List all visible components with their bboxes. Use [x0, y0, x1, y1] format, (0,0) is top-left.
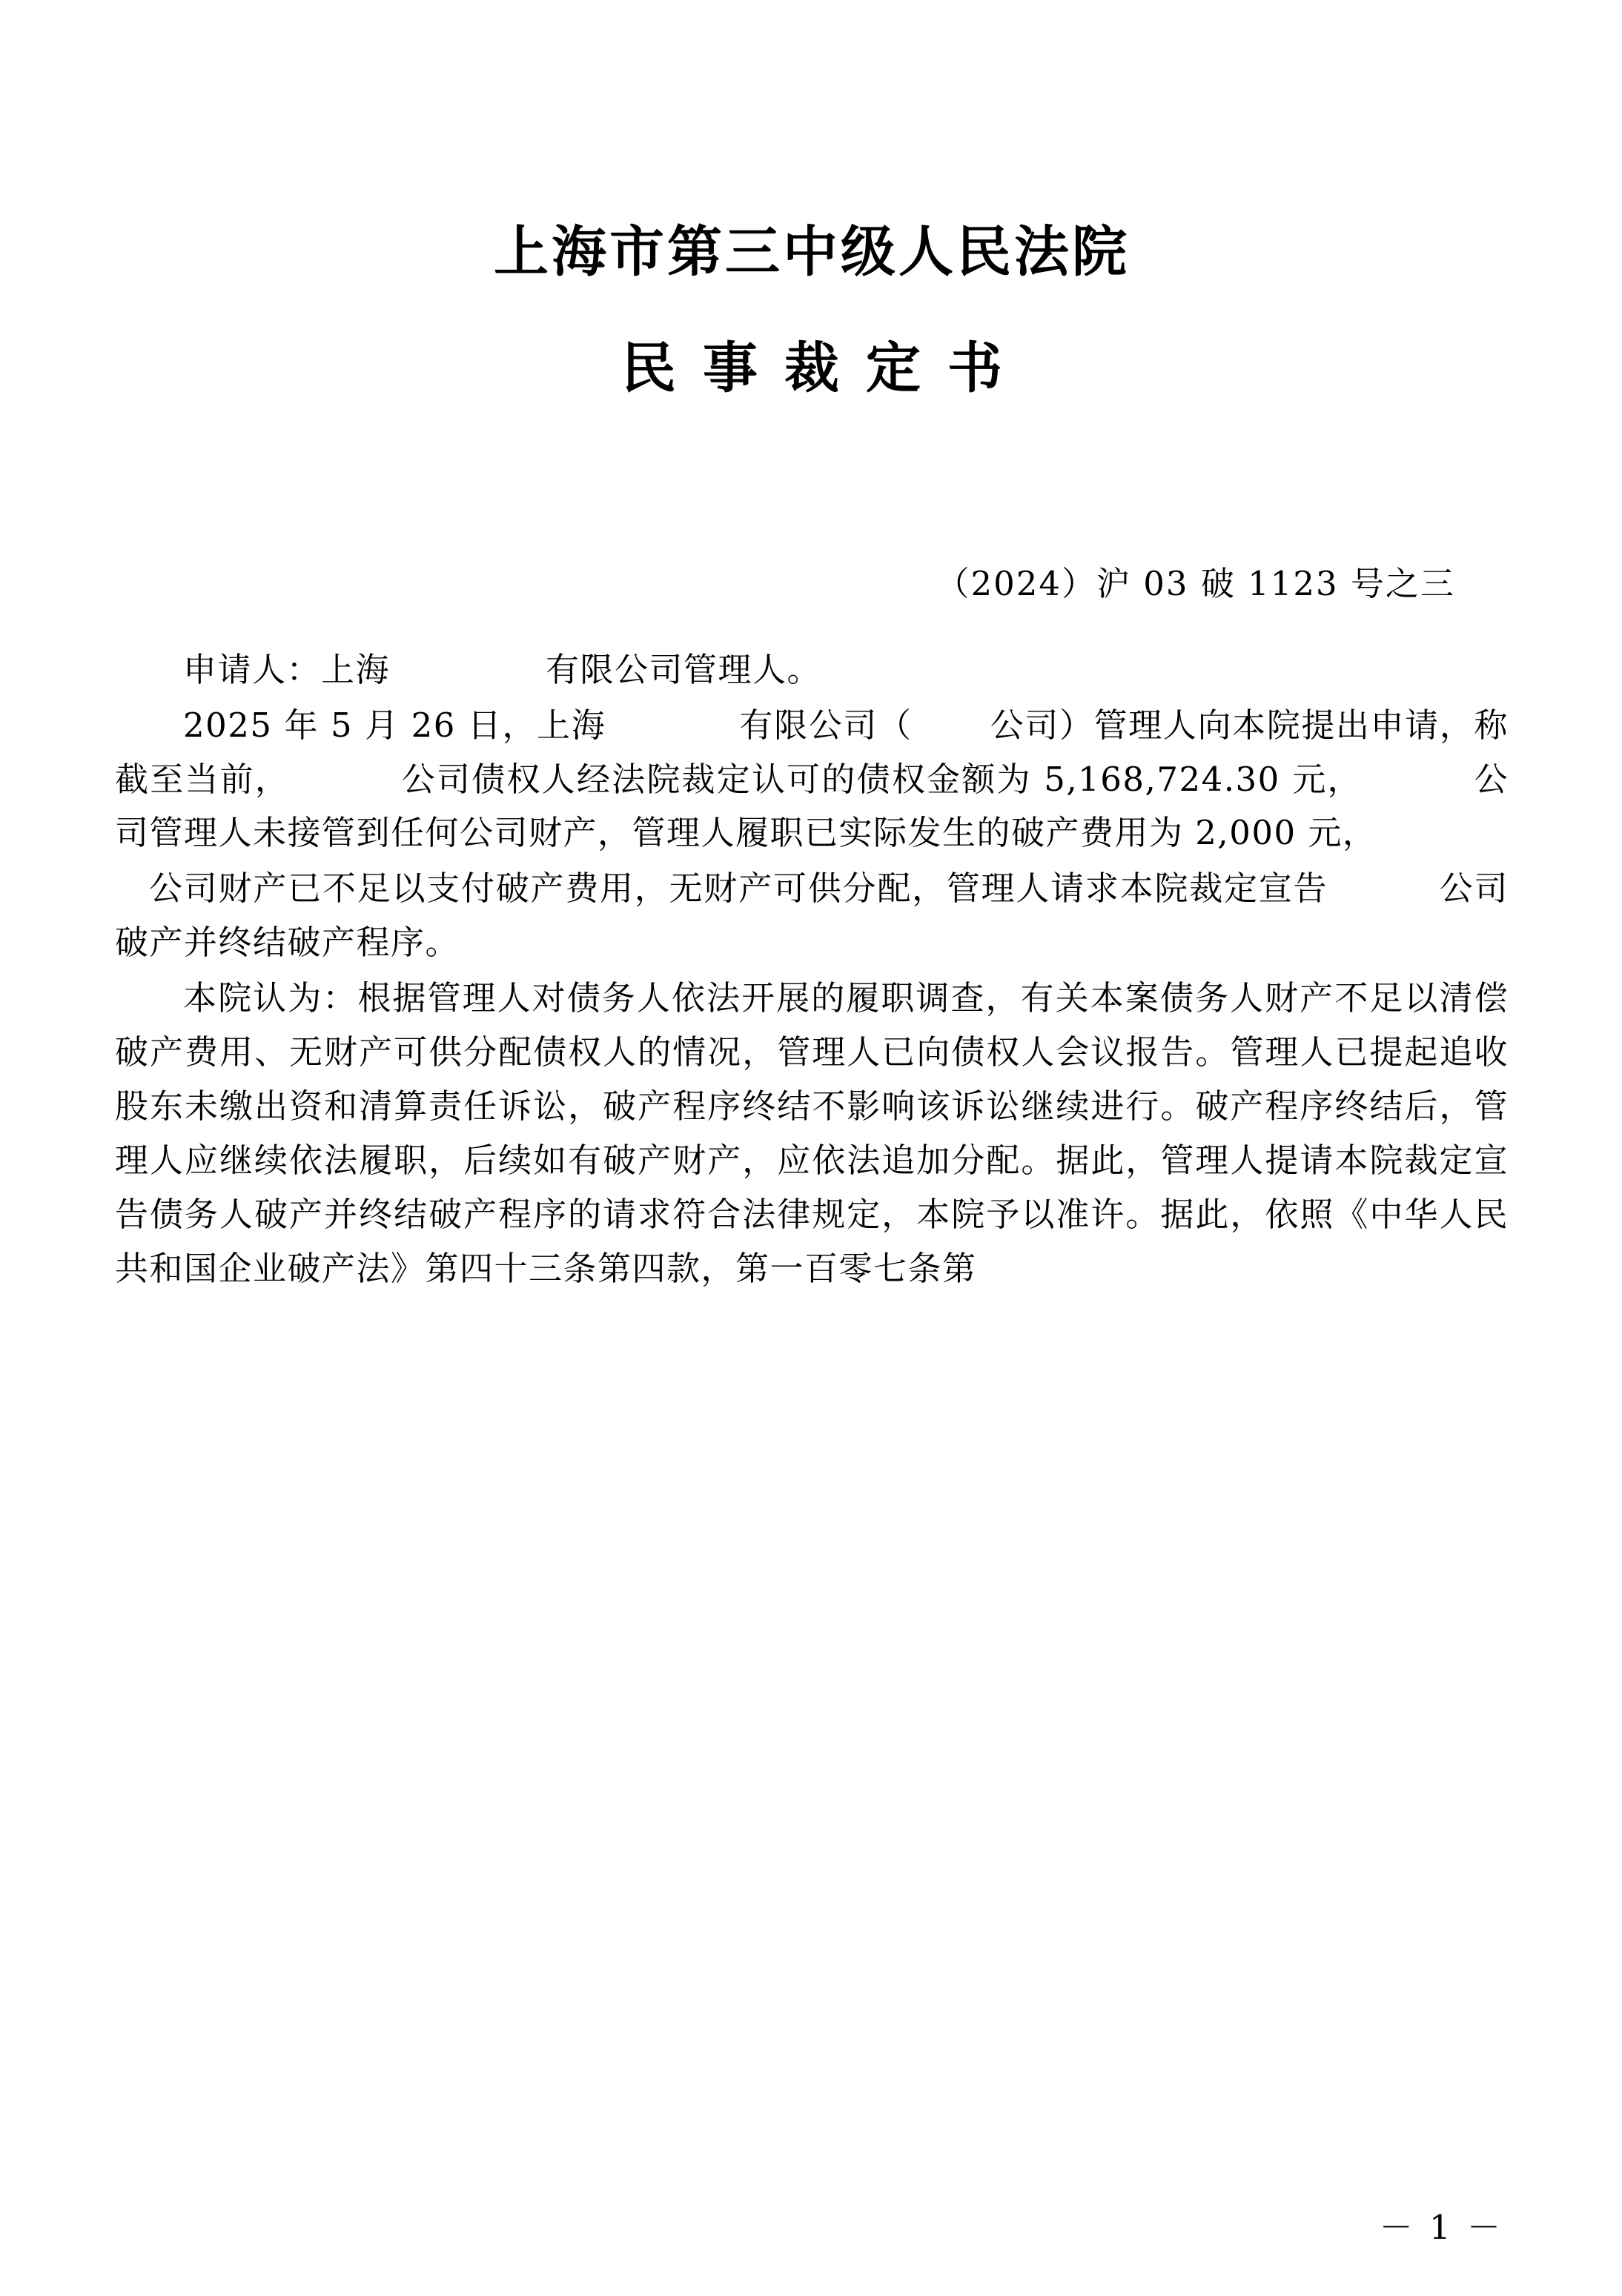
page-number: － 1 － [1379, 2208, 1503, 2247]
paragraph-application-details [115, 699, 1509, 861]
p2-part2: 有限公司（ [739, 705, 913, 745]
p3-part2: 公司破产并终结破产程序。 [115, 869, 1509, 963]
p2-part1: 2025 年 5 月 26 日，上海 [183, 705, 606, 745]
court-title: 上海市第三中级人民法院 [494, 220, 1130, 284]
document-type-title: 民事裁定书 [621, 336, 1029, 401]
case-number: （2024）沪 03 破 1123 号之三 [936, 563, 1455, 603]
paragraph-applicant [115, 643, 1509, 697]
paragraph-court-opinion: 本院认为：根据管理人对债务人依法开展的履职调查，有关本案债务人财产不足以清偿破产费用、无财产可供分配债权人的情况，管理人已向债权人会议报告。管理人已提起追收股东未缴出资和清算责任诉讼，破产程序终结不影响该诉讼继续进行。破产程序终结后，管理人应继续依法履职，后续如有破产财产，应依法追加分配。据此，管理人提请本院裁定宣告债务人破产并终结破产程序的请求符合法律规定，本院予以准许。据此，依照《中华人民共和国企业破产法》第四十三条第四款，第一百零七条第 [115, 978, 1509, 1288]
document-body [115, 0, 1509, 1297]
p3-part1: 公司财产已不足以支付破产费用，无财产可供分配，管理人请求本院裁定宣告 [149, 869, 1328, 909]
paragraph-request [115, 862, 1509, 970]
p2-part4: 公司债权人经法院裁定认可的债权金额为 5,168,724.30 元， [401, 759, 1363, 799]
p2-part3: 公司）管理人向本院提出申请，称截至当前， [115, 705, 1509, 799]
document-text-block [115, 643, 1509, 1296]
applicant-prefix: 申请人：上海 [183, 649, 391, 689]
p2-part5: 公司管理人未接管到任何公司财产，管理人履职已实际发生的破产费用为 2,000 元， [115, 759, 1509, 853]
applicant-suffix: 有限公司管理人。 [546, 649, 822, 689]
